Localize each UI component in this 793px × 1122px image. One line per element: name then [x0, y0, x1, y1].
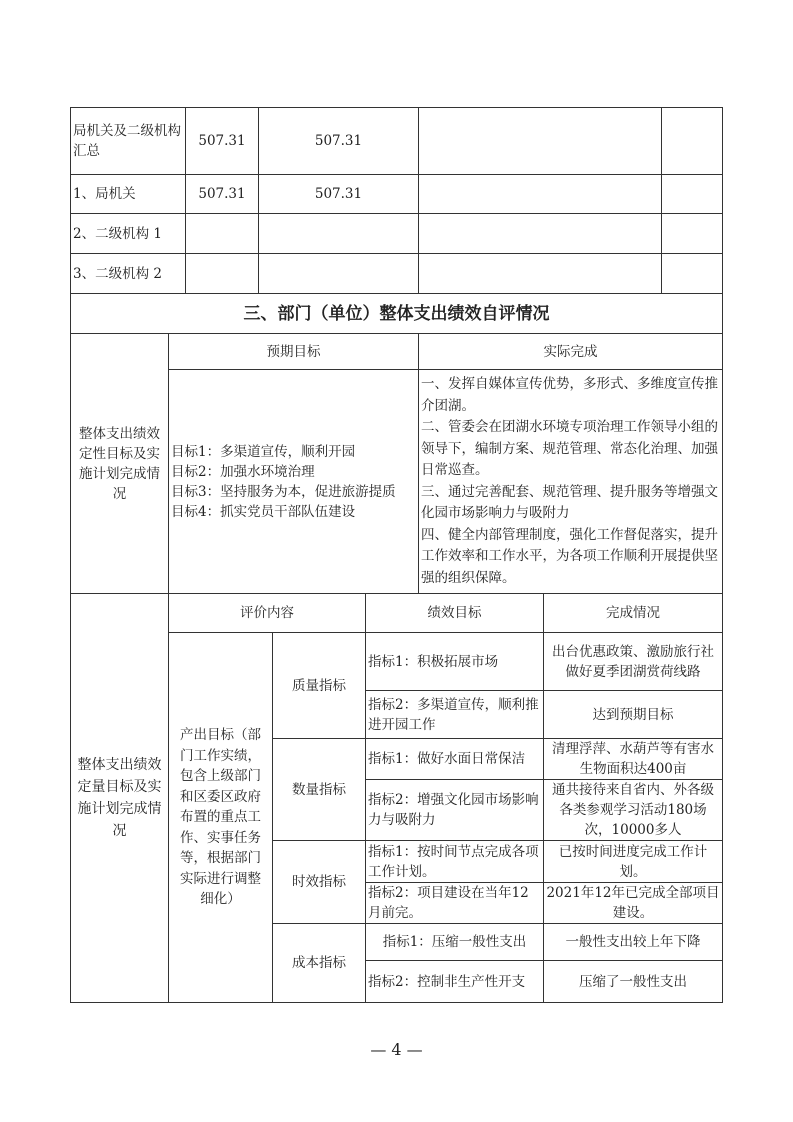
- actual-completion: 一、发挥自媒体宣传优势，多形式、多维度宣传推介团湖。 二、管委会在团湖水环境专项治理工作领导小组的领导下，编制方案、规范管理、常态化治理、加强日常巡查。 三、通过完善配套、规范管理、提升服务等增强文化园市场影响力与吸附力 四、健全内部管理制度，强化工作督促落实，提升工作效率和工作水平，为各项工作顺利开展提供坚强的组织保障。: [419, 370, 723, 594]
- empty-cell: [419, 175, 662, 214]
- indicator-group: 质量指标: [273, 633, 366, 739]
- indicator-target: 指标2：增强文化园市场影响力与吸附力: [366, 780, 544, 841]
- expected-goals: 目标1：多渠道宣传，顺利开园 目标2：加强水环境治理 目标3：坚持服务为本，促进旅游提质 目标4：抓实党员干部队伍建设: [169, 370, 419, 594]
- output-goal: 产出目标（部门工作实绩，包含上级部门和区委区政府布置的重点工作、实事任务等，根据部门实际进行调整细化）: [169, 633, 273, 1003]
- cell-value: 507.31: [186, 175, 259, 214]
- indicator-status: 2021年12年已完成全部项目建设。: [544, 883, 723, 924]
- cell-value: 507.31: [259, 175, 419, 214]
- indicator-status: 通共接待来自省内、外各级各类参观学习活动180场次，10000多人: [544, 780, 723, 841]
- empty-cell: [419, 254, 662, 294]
- indicator-group: 数量指标: [273, 739, 366, 841]
- table-row: [71, 254, 723, 294]
- row-name: 1、局机关: [71, 175, 186, 214]
- indicator-status: 压缩了一般性支出: [544, 961, 723, 1003]
- indicator-status: 出台优惠政策、激励旅行社做好夏季团湖赏荷线路: [544, 633, 723, 691]
- empty-cell: [662, 254, 723, 294]
- indicator-target: 指标1：积极拓展市场: [366, 633, 544, 691]
- cell-value: 507.31: [186, 108, 259, 175]
- indicator-target: 指标1：压缩一般性支出: [366, 924, 544, 961]
- empty-cell: [662, 175, 723, 214]
- indicator-target: 指标1：做好水面日常保洁: [366, 739, 544, 780]
- empty-cell: [662, 108, 723, 175]
- header-target: 绩效目标: [366, 594, 544, 633]
- empty-cell: [662, 214, 723, 254]
- header-content: 评价内容: [169, 594, 366, 633]
- budget-table: [70, 107, 723, 334]
- quantitative-table: [70, 593, 723, 1003]
- cell-value: 507.31: [259, 108, 419, 175]
- qualitative-label: 整体支出绩效定性目标及实施计划完成情况: [71, 334, 169, 594]
- indicator-target: 指标1：按时间节点完成各项工作计划。: [366, 841, 544, 883]
- indicator-group: 时效指标: [273, 841, 366, 924]
- table-row: [71, 108, 723, 175]
- page-number: — 4 —: [370, 1040, 423, 1059]
- empty-cell: [186, 254, 259, 294]
- qualitative-table: [70, 333, 723, 594]
- empty-cell: [186, 214, 259, 254]
- header-status: 完成情况: [544, 594, 723, 633]
- row-name: 2、二级机构 1: [71, 214, 186, 254]
- empty-cell: [259, 214, 419, 254]
- table-row: [71, 175, 723, 214]
- quantitative-label: 整体支出绩效定量目标及实施计划完成情况: [71, 594, 169, 1003]
- empty-cell: [259, 254, 419, 294]
- row-name: 3、二级机构 2: [71, 254, 186, 294]
- indicator-group: 成本指标: [273, 924, 366, 1003]
- indicator-status: 一般性支出较上年下降: [544, 924, 723, 961]
- indicator-target: 指标2：控制非生产性开支: [366, 961, 544, 1003]
- empty-cell: [419, 108, 662, 175]
- indicator-status: 清理浮萍、水葫芦等有害水生物面积达400亩: [544, 739, 723, 780]
- empty-cell: [419, 214, 662, 254]
- row-name: 局机关及二级机构汇总: [71, 108, 186, 175]
- indicator-status: 已按时间进度完成工作计划。: [544, 841, 723, 883]
- table-row: [71, 214, 723, 254]
- section-title: 三、部门（单位）整体支出绩效自评情况: [71, 294, 723, 334]
- indicator-status: 达到预期目标: [544, 691, 723, 739]
- indicator-target: 指标2：多渠道宣传，顺利推进开园工作: [366, 691, 544, 739]
- header-actual: 实际完成: [419, 334, 723, 370]
- header-expected: 预期目标: [169, 334, 419, 370]
- indicator-target: 指标2：项目建设在当年12月前完。: [366, 883, 544, 924]
